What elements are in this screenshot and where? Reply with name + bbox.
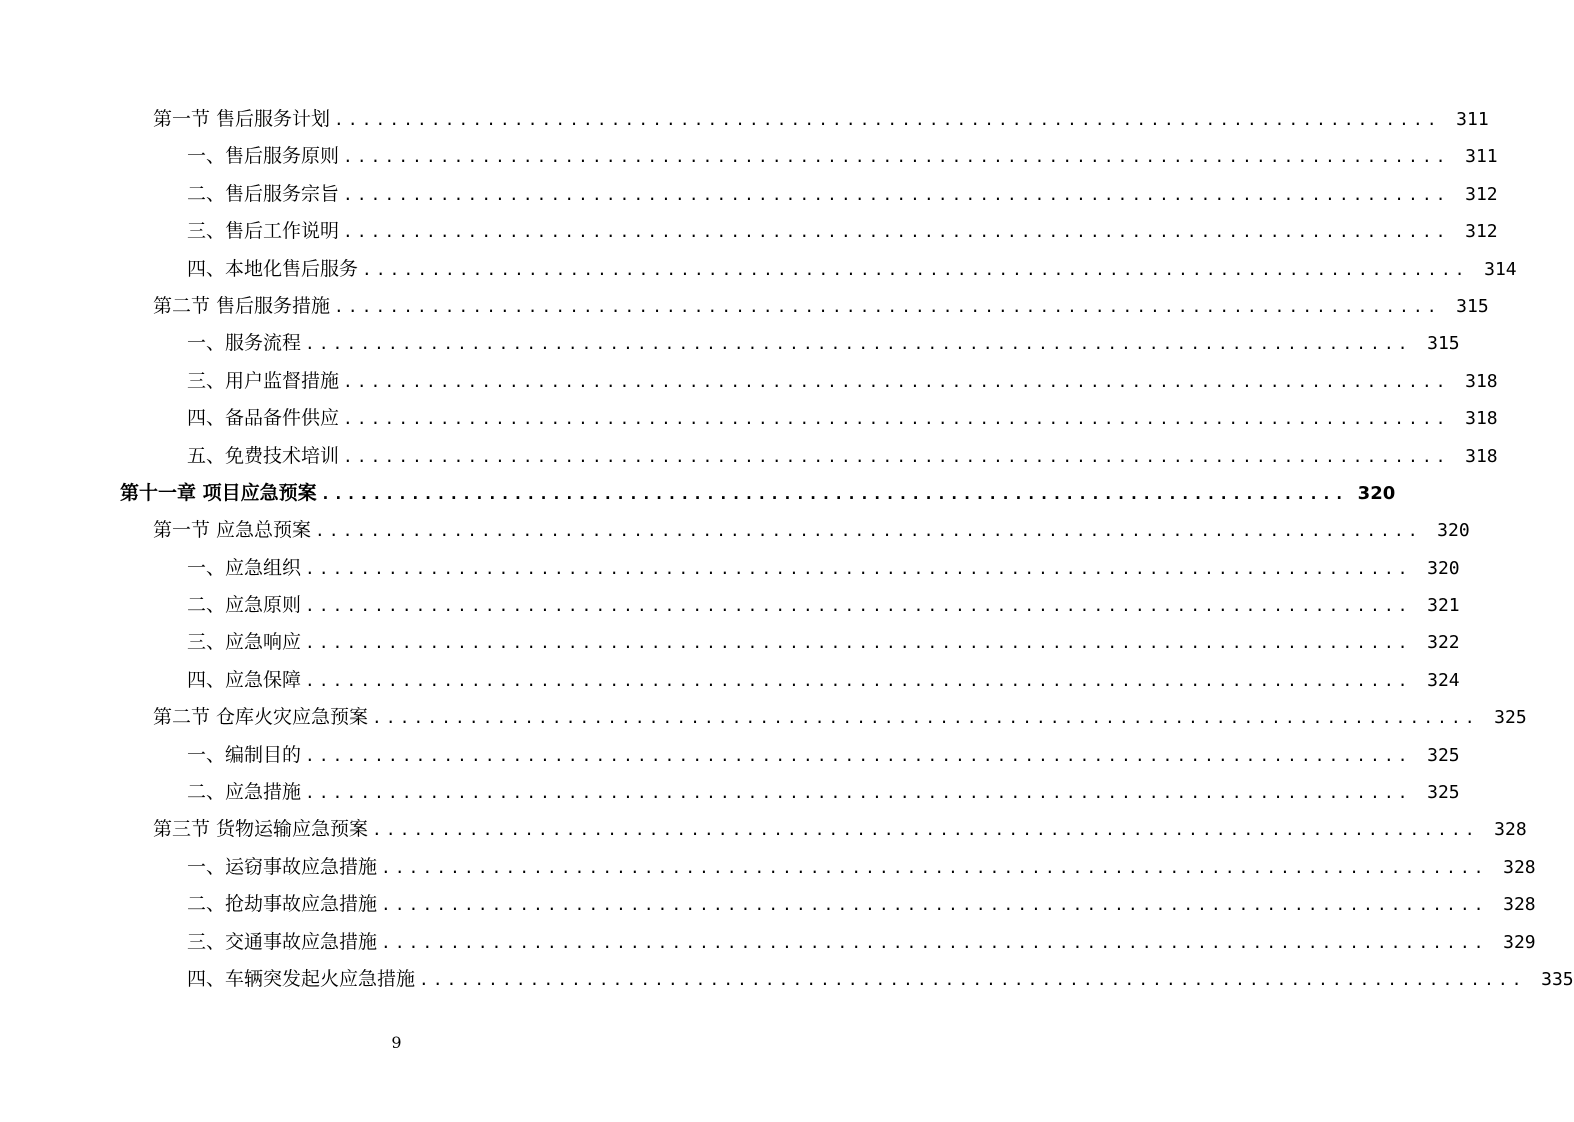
toc-entry-page: 325 (1427, 744, 1460, 766)
toc-leader-dots: ................................................................................ (343, 147, 1450, 167)
toc-entry-title: 四、备品备件供应 (187, 407, 340, 430)
toc-entry[interactable] (0, 512, 1470, 549)
toc-leader-dots: ................................................................................ (343, 371, 1450, 391)
toc-leader-dots: ................................................................................ (305, 783, 1412, 803)
toc-entry[interactable] (0, 587, 1460, 624)
toc-entry-page: 320 (1437, 520, 1470, 542)
toc-entry-page: 335 (1541, 968, 1574, 990)
page-number: 9 (391, 1033, 402, 1052)
toc-entry[interactable] (0, 849, 1536, 886)
toc-leader-dots: ................................................................................ (320, 483, 1348, 503)
toc-entry[interactable] (0, 550, 1460, 587)
toc-leader-dots: ................................................................................ (343, 184, 1450, 204)
toc-entry-page: 328 (1503, 894, 1536, 916)
toc-entry[interactable] (0, 138, 1498, 175)
toc-entry-title: 一、运窃事故应急措施 (187, 855, 378, 878)
toc-entry-page: 315 (1427, 333, 1460, 355)
toc-entry[interactable] (0, 363, 1498, 400)
toc-leader-dots: ................................................................................ (372, 708, 1479, 728)
toc-entry-page: 311 (1456, 109, 1489, 130)
toc-entry-page: 315 (1456, 295, 1489, 317)
toc-entry[interactable] (0, 774, 1460, 811)
toc-entry[interactable] (0, 924, 1536, 961)
toc-entry-title: 一、应急组织 (187, 556, 302, 579)
toc-leader-dots: ................................................................................ (343, 222, 1450, 242)
toc-leader-dots: ................................................................................ (305, 558, 1412, 578)
toc-leader-dots: ................................................................................ (381, 895, 1488, 915)
toc-leader-dots: ................................................................................ (372, 820, 1479, 840)
toc-entry-page: 320 (1427, 557, 1460, 579)
toc-entry-page: 314 (1484, 258, 1517, 280)
toc-entry-title: 三、用户监督措施 (187, 369, 340, 392)
toc-entry-title: 一、售后服务原则 (187, 145, 340, 168)
toc-entry-page: 318 (1465, 445, 1498, 467)
toc-entry-page: 311 (1465, 146, 1498, 168)
toc-entry-title: 四、车辆突发起火应急措施 (187, 967, 416, 990)
toc-entry-page: 329 (1503, 931, 1536, 953)
toc-leader-dots: ................................................................................ (305, 745, 1412, 765)
toc-entry-title: 第二节 售后服务措施 (153, 294, 331, 317)
toc-leader-dots: ................................................................................ (343, 409, 1450, 429)
toc-leader-dots: ................................................................................ (381, 857, 1488, 877)
toc-entry-page: 312 (1465, 221, 1498, 243)
toc-chapter-entry[interactable] (0, 475, 1396, 512)
toc-entry[interactable] (0, 886, 1536, 923)
toc-entry-page: 318 (1465, 370, 1498, 392)
toc-leader-dots: ................................................................................ (305, 596, 1412, 616)
toc-entry-title: 二、售后服务宗旨 (187, 182, 340, 205)
toc-entry-title: 三、应急响应 (187, 631, 302, 654)
toc-entry[interactable] (0, 699, 1527, 736)
toc-leader-dots: ................................................................................ (334, 110, 1441, 129)
toc-entry[interactable] (0, 737, 1460, 774)
toc-entry[interactable] (0, 101, 1489, 138)
toc-entry[interactable] (0, 325, 1460, 362)
toc-entry[interactable] (0, 961, 1574, 998)
toc-entry-title: 第十一章 项目应急预案 (120, 481, 317, 504)
toc-leader-dots: ................................................................................ (315, 521, 1422, 541)
toc-leader-dots: ................................................................................ (343, 446, 1450, 466)
toc-entry-title: 四、应急保障 (187, 668, 302, 691)
toc-entry-title: 三、交通事故应急措施 (187, 930, 378, 953)
toc-entry-title: 二、抢劫事故应急措施 (187, 893, 378, 916)
toc-entry-page: 318 (1465, 408, 1498, 430)
toc-leader-dots: ................................................................................ (305, 334, 1412, 354)
toc-entry-page: 324 (1427, 669, 1460, 691)
toc-entry[interactable] (0, 624, 1460, 661)
toc-entry[interactable] (0, 176, 1498, 213)
toc-leader-dots: ................................................................................ (305, 633, 1412, 653)
toc-entry-page: 322 (1427, 632, 1460, 654)
toc-entry[interactable] (0, 400, 1498, 437)
toc-leader-dots: ................................................................................ (419, 969, 1526, 989)
toc-entry-title: 第三节 货物运输应急预案 (153, 818, 369, 841)
toc-leader-dots: ................................................................................ (334, 296, 1441, 316)
toc-entry-title: 三、售后工作说明 (187, 220, 340, 243)
toc-entry-page: 328 (1503, 856, 1536, 878)
table-of-contents (0, 101, 1574, 998)
toc-entry-title: 二、应急措施 (187, 781, 302, 804)
toc-entry[interactable] (0, 251, 1517, 288)
toc-entry-title: 一、服务流程 (187, 332, 302, 355)
toc-entry-title: 第二节 仓库火灾应急预案 (153, 706, 369, 729)
toc-entry-page: 312 (1465, 183, 1498, 205)
toc-entry-title: 一、编制目的 (187, 743, 302, 766)
toc-leader-dots: ................................................................................ (362, 259, 1469, 279)
toc-entry-page: 325 (1494, 707, 1527, 729)
toc-entry[interactable] (0, 213, 1498, 250)
toc-entry-title: 第一节 售后服务计划 (153, 108, 331, 130)
toc-entry-title: 二、应急原则 (187, 594, 302, 617)
toc-entry-page: 320 (1357, 482, 1396, 504)
toc-entry-page: 321 (1427, 595, 1460, 617)
toc-leader-dots: ................................................................................ (305, 670, 1412, 690)
toc-entry-title: 四、本地化售后服务 (187, 257, 359, 280)
toc-entry[interactable] (0, 662, 1460, 699)
toc-entry-page: 328 (1494, 819, 1527, 841)
toc-entry-page: 325 (1427, 782, 1460, 804)
toc-entry[interactable] (0, 288, 1489, 325)
toc-entry[interactable] (0, 438, 1498, 475)
toc-entry-title: 五、免费技术培训 (187, 444, 340, 467)
toc-leader-dots: ................................................................................ (381, 932, 1488, 952)
toc-entry-title: 第一节 应急总预案 (153, 519, 312, 542)
toc-entry[interactable] (0, 811, 1527, 848)
